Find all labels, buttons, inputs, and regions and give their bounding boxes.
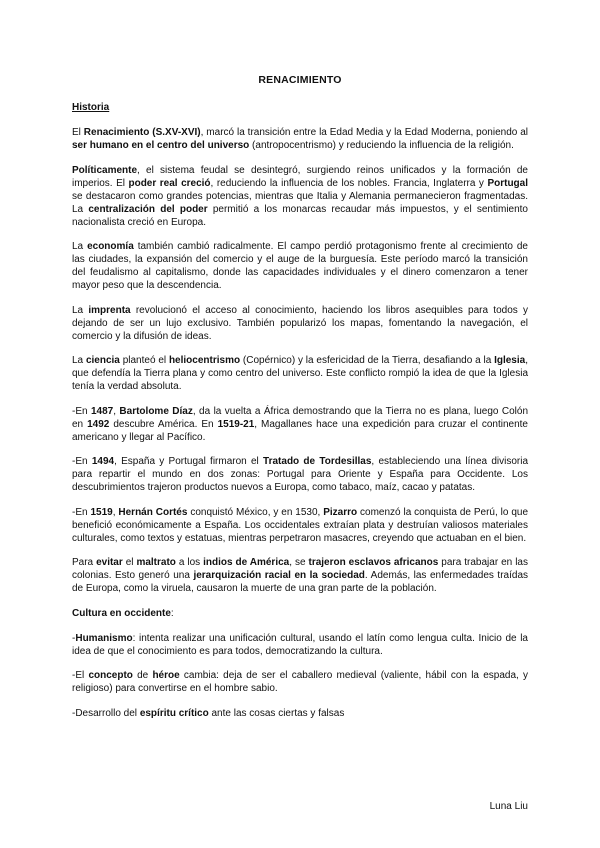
bold-text: héroe xyxy=(152,670,180,681)
historia-section xyxy=(72,126,528,595)
text-run: , xyxy=(112,506,119,518)
historia-paragraph xyxy=(72,126,528,152)
text-run: , reduciendo la influencia de los nobles. Francia, Inglaterra y xyxy=(210,177,488,189)
text-run: El xyxy=(72,127,84,138)
historia-paragraph xyxy=(72,455,528,494)
bold-text: jerarquización racial en la sociedad xyxy=(193,570,365,581)
bold-text: indios de América xyxy=(203,557,290,568)
text-run: , se xyxy=(289,557,309,568)
bold-text: espíritu crítico xyxy=(139,707,209,719)
bold-text: Humanismo xyxy=(75,632,133,644)
bold-text: Hernán Cortés xyxy=(118,506,188,518)
text-run: -En xyxy=(72,506,91,518)
section-heading-historia: Historia xyxy=(72,102,110,113)
bold-text: trajeron esclavos africanos xyxy=(308,557,439,568)
historia-paragraph xyxy=(72,164,528,229)
historia-paragraph xyxy=(72,240,528,292)
bold-text: poder real creció xyxy=(128,177,211,189)
bold-text: centralización del poder xyxy=(88,203,208,215)
document-body xyxy=(72,74,528,731)
text-run: : intenta realizar una unificación cultural, usando el latín como lengua culta. Inicio de la idea de que el conocimiento es para todos, democratizando la cultura. xyxy=(72,632,528,657)
text-run: permitió a los monarcas recaudar más impuestos, y el sentimiento nacionalista creció en Europa. xyxy=(72,203,528,228)
bold-text: 1487 xyxy=(90,405,114,417)
bold-text: Bartolome Díaz xyxy=(119,405,193,417)
bold-text: Renacimiento (S.XV-XVI) xyxy=(83,127,201,138)
cultura-heading-colon: : xyxy=(170,607,174,619)
text-run: , marcó la transición entre la Edad Media y la Edad Moderna, poniendo al xyxy=(200,127,528,138)
text-run: conquistó México, y en 1530, xyxy=(187,506,324,518)
text-run: -El xyxy=(72,670,89,681)
bold-text: Iglesia xyxy=(494,355,526,366)
text-run: , España y Portugal firmaron el xyxy=(114,456,264,467)
text-run: (antropocentrismo) y reduciendo la influencia de la religión. xyxy=(249,140,514,151)
text-run: -Desarrollo del xyxy=(72,707,140,719)
text-run: , el sistema feudal se desintegró, surgiendo reinos unificados y la formación de imperios. El xyxy=(72,164,528,189)
bold-text: 1494 xyxy=(91,456,115,467)
bold-text: 1492 xyxy=(87,418,110,430)
text-run: La xyxy=(72,304,89,316)
bold-text: imprenta xyxy=(88,304,131,316)
text-run: a los xyxy=(175,557,204,568)
bold-text: Políticamente xyxy=(72,164,138,176)
text-run: planteó el xyxy=(119,355,169,366)
text-run: -En xyxy=(72,456,92,467)
text-run: , estableciendo una línea divisoria para repartir el mundo en dos zonas: Portugal para Oriente y España para Occidente. Los descubrimientos trajeron productos nuevos a Europa, como tabaco, maíz, cacao y patatas. xyxy=(72,456,529,493)
text-run: revolucionó el acceso al conocimiento, haciendo los libros asequibles para todos y dejando de ser un lujo exclusivo. También popularizó los mapas, fomentando la navegación, el comercio y la difusión de ideas. xyxy=(72,304,528,342)
bold-text: economía xyxy=(87,241,134,252)
bold-text: Pizarro xyxy=(323,506,358,518)
cultura-heading-text: Cultura en occidente xyxy=(72,607,171,619)
text-run: ante las cosas ciertas y falsas xyxy=(208,707,345,719)
text-run: cambia: deja de ser el caballero medieval (valiente, hábil con la espada, y religioso) para convertirse en el hombre sabio. xyxy=(72,670,528,694)
text-run: La xyxy=(72,355,86,366)
historia-paragraph xyxy=(72,304,528,343)
bold-text: heliocentrismo xyxy=(168,355,241,366)
cultura-paragraph xyxy=(72,707,528,720)
historia-paragraph xyxy=(72,354,528,393)
bold-text: Tratado de Tordesillas xyxy=(263,456,372,467)
cultura-section xyxy=(72,632,528,720)
text-run: se destacaron como grandes potencias, mientras que Italia y Alemania permanecieron fragmentadas. La xyxy=(72,190,528,215)
text-run: descubre América. En xyxy=(109,418,218,430)
text-run: para trabajar en las colonias. Esto generó una xyxy=(72,557,528,581)
text-run: , xyxy=(113,405,120,417)
text-run: -En xyxy=(72,405,91,417)
author-signature: Luna Liu xyxy=(489,801,528,812)
historia-paragraph xyxy=(72,506,528,545)
bold-text: 1519 xyxy=(90,506,113,518)
text-run: el xyxy=(122,557,137,568)
text-run: (Copérnico) y la esfericidad de la Tierra, desafiando a la xyxy=(240,355,495,366)
bold-text: ser humano en el centro del universo xyxy=(72,140,250,151)
bold-text: Portugal xyxy=(487,177,529,189)
section-heading-cultura xyxy=(72,607,528,620)
bold-text: concepto xyxy=(88,670,133,681)
text-run: , que defendía la Tierra plana y como centro del universo. Este conflicto rompió la idea de que la Iglesia tenía la verdad absoluta. xyxy=(72,355,528,392)
bold-text: ciencia xyxy=(85,355,120,366)
text-run: también cambió radicalmente. El campo perdió protagonismo frente al crecimiento de las ciudades, la expansión del comercio y el auge de la burguesía. Este período marcó la transición del feudalismo al capitalismo, donde las capacidades individuales y el dinero comenzaron a tener mayor peso que la descendencia. xyxy=(72,241,528,291)
text-run: de xyxy=(132,670,153,681)
text-run: . Además, las enfermedades traídas de Europa, como la viruela, causaron la muerte de una gran parte de la población. xyxy=(72,570,529,594)
bold-text: evitar xyxy=(96,557,123,568)
historia-paragraph xyxy=(72,405,528,444)
page-title: RENACIMIENTO xyxy=(258,74,342,86)
text-run: La xyxy=(72,241,88,252)
text-run: - xyxy=(72,632,76,644)
text-run: comenzó la conquista de Perú, lo que benefició económicamente a España. Los occidentales extraían plata y destruían valiosos materiales culturales, como textos y estatuas, mientras perpetraron masacres, creyendo que actuaban en el bien. xyxy=(72,506,529,544)
bold-text: 1519-21 xyxy=(217,418,255,430)
historia-paragraph xyxy=(72,556,528,595)
bold-text: maltrato xyxy=(136,557,176,568)
text-run: , da la vuelta a África demostrando que la Tierra no es plana, luego Colón en xyxy=(72,405,529,430)
cultura-paragraph xyxy=(72,669,528,695)
text-run: Para xyxy=(72,557,97,568)
cultura-paragraph xyxy=(72,632,528,658)
text-run: , Magallanes hace una expedición para cruzar el continente americano y llegar al Pacífico. xyxy=(72,418,528,443)
